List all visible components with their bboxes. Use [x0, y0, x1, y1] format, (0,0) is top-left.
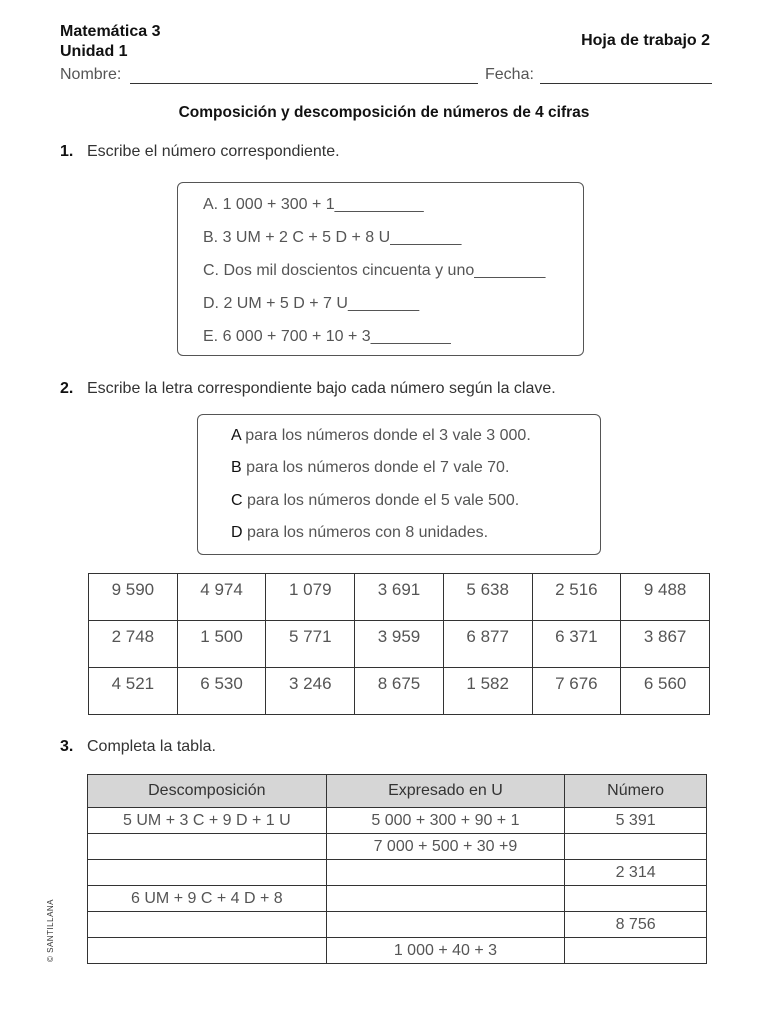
number-cell[interactable] — [565, 938, 707, 964]
date-label: Fecha: — [485, 66, 534, 83]
table-row — [88, 912, 707, 938]
units-cell[interactable]: 1 000 + 40 + 3 — [326, 938, 565, 964]
decomposition-cell[interactable] — [88, 938, 327, 964]
header-number: Número — [565, 775, 707, 808]
grid-cell[interactable]: 1 079 — [266, 574, 355, 621]
q1-item-c[interactable]: C. Dos mil doscientos cincuenta y uno________ — [203, 262, 546, 279]
question-1-instruction: Escribe el número correspondiente. — [87, 143, 340, 160]
name-date-row — [60, 66, 712, 88]
table-row — [88, 834, 707, 860]
question-3-instruction: Completa la tabla. — [87, 738, 216, 755]
units-cell[interactable]: 7 000 + 500 + 30 +9 — [326, 834, 565, 860]
number-cell[interactable]: 2 314 — [565, 860, 707, 886]
question-2-key-box — [197, 414, 601, 555]
grid-cell[interactable]: 6 530 — [177, 668, 266, 715]
grid-cell[interactable]: 5 771 — [266, 621, 355, 668]
question-1-number: 1. — [60, 143, 74, 160]
q1-item-b[interactable]: B. 3 UM + 2 C + 5 D + 8 U________ — [203, 229, 462, 246]
table-row — [88, 886, 707, 912]
number-cell[interactable]: 5 391 — [565, 808, 707, 834]
decomposition-cell[interactable] — [88, 912, 327, 938]
grid-cell[interactable]: 3 691 — [355, 574, 444, 621]
name-label: Nombre: — [60, 66, 122, 83]
grid-cell[interactable]: 4 974 — [177, 574, 266, 621]
table-row — [89, 668, 710, 715]
grid-cell[interactable]: 1 582 — [443, 668, 532, 715]
grid-cell[interactable]: 6 560 — [621, 668, 710, 715]
unit-title: Unidad 1 — [60, 43, 128, 60]
key-letter: D — [231, 524, 243, 541]
grid-cell[interactable]: 4 521 — [89, 668, 178, 715]
key-item-b — [231, 459, 509, 477]
key-letter: B — [231, 459, 242, 476]
units-cell[interactable] — [326, 912, 565, 938]
decomposition-table — [87, 774, 707, 964]
name-field[interactable] — [130, 83, 478, 84]
subject-title: Matemática 3 — [60, 23, 161, 40]
decomposition-cell[interactable] — [88, 834, 327, 860]
decomposition-cell[interactable]: 6 UM + 9 C + 4 D + 8 — [88, 886, 327, 912]
grid-cell[interactable]: 6 877 — [443, 621, 532, 668]
page-title: Composición y descomposición de números de 4 cifras — [178, 104, 590, 121]
question-2-number: 2. — [60, 380, 74, 397]
grid-cell[interactable]: 3 246 — [266, 668, 355, 715]
q1-item-a[interactable]: A. 1 000 + 300 + 1__________ — [203, 196, 424, 213]
grid-cell[interactable]: 8 675 — [355, 668, 444, 715]
grid-cell[interactable]: 2 748 — [89, 621, 178, 668]
key-item-c — [231, 492, 519, 510]
key-letter: A — [231, 427, 241, 444]
number-cell[interactable]: 8 756 — [565, 912, 707, 938]
question-3 — [60, 738, 216, 756]
grid-cell[interactable]: 7 676 — [532, 668, 621, 715]
number-cell[interactable] — [565, 834, 707, 860]
question-3-number: 3. — [60, 738, 74, 755]
table-row — [88, 808, 707, 834]
grid-cell[interactable]: 9 488 — [621, 574, 710, 621]
q1-item-e[interactable]: E. 6 000 + 700 + 10 + 3_________ — [203, 328, 451, 345]
question-1-box — [177, 182, 584, 356]
units-cell[interactable] — [326, 860, 565, 886]
decomposition-cell[interactable]: 5 UM + 3 C + 9 D + 1 U — [88, 808, 327, 834]
header-decomposition: Descomposición — [88, 775, 327, 808]
q1-item-d[interactable]: D. 2 UM + 5 D + 7 U________ — [203, 295, 420, 312]
subject-header — [60, 22, 161, 62]
grid-cell[interactable]: 9 590 — [89, 574, 178, 621]
copyright-notice: © SANTILLANA — [46, 898, 55, 962]
question-1 — [60, 143, 340, 161]
table-row — [89, 574, 710, 621]
units-cell[interactable]: 5 000 + 300 + 90 + 1 — [326, 808, 565, 834]
key-item-d — [231, 524, 488, 542]
number-cell[interactable] — [565, 886, 707, 912]
table-row — [88, 860, 707, 886]
grid-cell[interactable]: 5 638 — [443, 574, 532, 621]
key-letter: C — [231, 492, 243, 509]
key-text: para los números donde el 5 vale 500. — [242, 492, 520, 509]
decomposition-cell[interactable] — [88, 860, 327, 886]
table-header-row — [88, 775, 707, 808]
header-expressed-in-units: Expresado en U — [326, 775, 565, 808]
key-item-a — [231, 427, 531, 445]
grid-cell[interactable]: 1 500 — [177, 621, 266, 668]
key-text: para los números donde el 3 vale 3 000. — [240, 427, 531, 444]
grid-cell[interactable]: 3 959 — [355, 621, 444, 668]
question-2-instruction: Escribe la letra correspondiente bajo cada número según la clave. — [87, 380, 556, 397]
grid-cell[interactable]: 3 867 — [621, 621, 710, 668]
grid-cell[interactable]: 6 371 — [532, 621, 621, 668]
number-grid — [88, 573, 710, 715]
question-2 — [60, 380, 556, 398]
table-row — [88, 938, 707, 964]
table-row — [89, 621, 710, 668]
key-text: para los números donde el 7 vale 70. — [241, 459, 510, 476]
key-text: para los números con 8 unidades. — [242, 524, 489, 541]
date-field[interactable] — [540, 83, 712, 84]
grid-cell[interactable]: 2 516 — [532, 574, 621, 621]
units-cell[interactable] — [326, 886, 565, 912]
worksheet-title: Hoja de trabajo 2 — [581, 32, 710, 49]
